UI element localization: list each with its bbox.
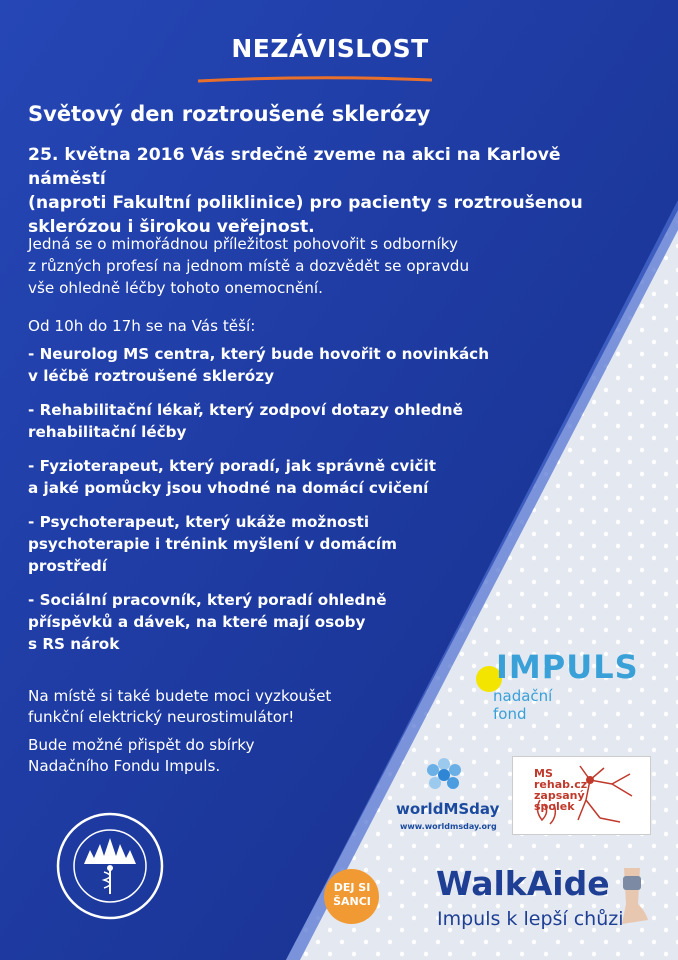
experts-intro: Od 10h do 17h se na Vás těší: [28, 317, 256, 335]
heading-underline [196, 75, 436, 85]
leg-device-icon [612, 868, 652, 926]
experts-list [28, 343, 489, 667]
event-lead: 25. května 2016 Vás srdečně zveme na akci na Karlově náměstí (naproti Fakultní poliklinice) pro pacienty s roztroušenou sklerózou i širokou veřejnost. [28, 145, 583, 237]
walkaide-tagline: Impuls k lepší chůzi [437, 908, 624, 930]
list-item: - Fyzioterapeut, který poradí, jak správně cvičit a jaké pomůcky jsou vhodné na domácí cvičení [28, 457, 437, 497]
dej-si-sanci-text: DEJ SI ŠANCI [333, 881, 371, 908]
impuls-logo-name: IMPULS [496, 648, 639, 686]
worldmsday-url: www.worldmsday.org [400, 822, 497, 831]
donation-note: Bude možné přispět do sbírky Nadačního Fondu Impuls. [28, 736, 255, 775]
impuls-logo-subtitle: nadační fond [493, 687, 553, 723]
stimulator-note: Na místě si také budete moci vyzkoušet funkční elektrický neurostimulátor! [28, 687, 332, 726]
hospital-seal-logo [54, 810, 166, 922]
page-heading: NEZÁVISLOST [231, 34, 429, 63]
list-item: - Neurolog MS centra, který bude hovořit o novinkách v léčbě roztroušené sklerózy [28, 345, 490, 385]
worldmsday-logo-text: worldMSday [396, 800, 500, 818]
list-item: - Psychoterapeut, který ukáže možnosti psychoterapie i trénink myšlení v domácím prostředí [28, 513, 397, 575]
event-title: Světový den roztroušené sklerózy [28, 102, 431, 126]
msrehab-logo-text: MS rehab.cz zapsaný spolek [534, 767, 588, 813]
list-item: - Rehabilitační lékař, který zodpoví dotazy ohledně rehabilitační léčby [28, 401, 463, 441]
list-item: - Sociální pracovník, který poradí ohledně příspěvků a dávek, na které mají osoby s RS nárok [28, 591, 387, 653]
worldmsday-flower-icon [420, 754, 468, 796]
event-paragraph: Jedná se o mimořádnou příležitost pohovořit s odborníky z různých profesí na jednom místě a dozvědět se opravdu vše ohledně léčby tohoto onemocnění. [28, 235, 470, 297]
walkaide-logo-text: WalkAide [436, 864, 610, 903]
